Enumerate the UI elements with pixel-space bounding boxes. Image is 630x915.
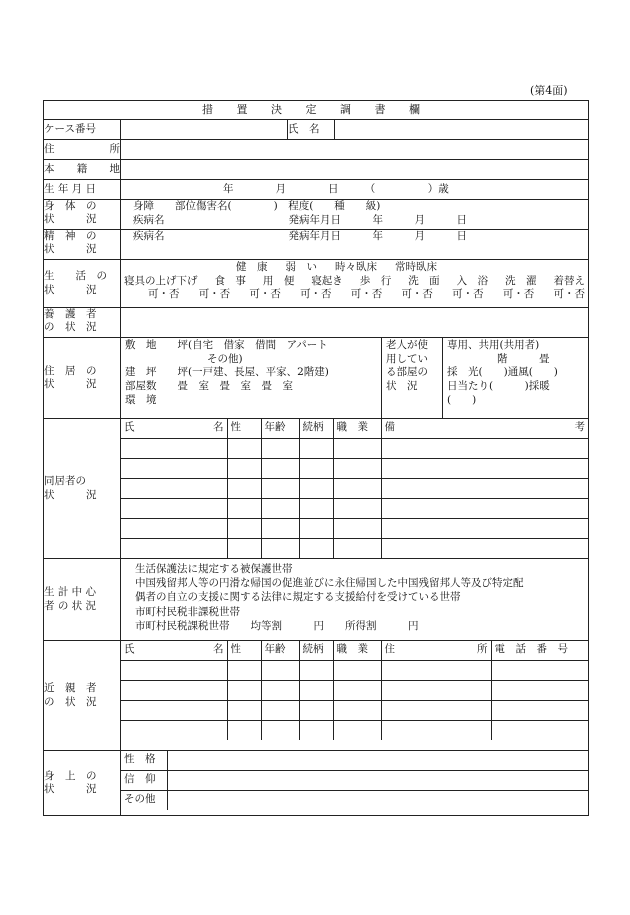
living-field[interactable]: 健 康 弱 い 時々臥床 常時臥床 寝具の上げ下げ 食 事 用 便 寝起き 歩 行 洗 面 入 浴 洗 濯 着替え 可・否 可・否 可・否 可・否 可・否 可・否 可・否 可・否 可・否 [121,260,589,308]
personal-table [121,751,588,810]
mental-label: 精 神 の 状 況 [44,230,121,260]
name-field[interactable] [335,120,589,140]
mental-field[interactable]: 疾病名 発病年月日 年 月 日 [121,230,589,260]
cohabitant-table-cell [121,419,589,559]
cohabitant-table [121,419,588,558]
registry-label: 本 籍 地 [44,160,121,180]
personal-row-other: その他 [121,791,588,811]
relatives-table-cell [121,641,589,751]
table-row [121,439,588,459]
table-row [121,479,588,499]
cohabitant-label: 同居者の 状 況 [44,419,121,559]
personal-label: 身 上 の 状 況 [44,751,121,816]
birthdate-field[interactable]: 年 月 日 （ ）歳 [121,180,589,200]
living-label: 生 活 の 状 況 [44,260,121,308]
table-row [121,499,588,519]
physical-field[interactable]: 身障 部位傷害名( ) 程度( 種 級) 疾病名 発病年月日 年 月 日 [121,200,589,230]
livelihood-field[interactable]: 生活保護法に規定する被保護世帯 中国残留邦人等の円滑な帰国の促進並びに永住帰国した中国残留邦人等及び特定配 偶者の自立の支援に関する法律に規定する支援給付を受けている世帯 市町村民税非課税世帯 市町村民税課税世帯 均等割 円 所得割 円 [121,559,589,641]
case-number-field[interactable] [121,120,288,140]
guardian-label: 養 護 者 の 状 況 [44,308,121,338]
personal-table-cell [121,751,589,816]
physical-label: 身 体 の 状 況 [44,200,121,230]
relatives-table [121,641,588,740]
name-label: 氏 名 [288,120,335,140]
cohabitant-header-row: 氏 名 性 年齢 続柄 職 業 備 考 [121,419,588,439]
guardian-field[interactable] [121,308,589,338]
address-field[interactable] [121,140,589,160]
table-row [121,701,588,721]
livelihood-label: 生 計 中 心 者 の 状 況 [44,559,121,641]
case-number-label: ケース番号 [44,120,121,140]
relatives-label: 近 親 者 の 状 況 [44,641,121,751]
table-row [121,539,588,559]
table-row [121,681,588,701]
housing-field[interactable]: 敷 地 坪(自宅 借家 借間 アパート その他) 建 坪 坪(一戸建、長屋、平家、2階建) 部屋数 畳 室 畳 室 畳 室 環 境 老人が使用している部屋の状 況 専用、共用(共用者) 階 畳 採 光( )通風( ) 日当たり( )採暖 ( ) [121,338,589,419]
personal-row-religion: 信 仰 [121,771,588,791]
table-row [121,459,588,479]
table-row [121,661,588,681]
measure-decision-form [43,100,589,816]
personal-row-personality: 性 格 [121,751,588,771]
table-row [121,519,588,539]
housing-label: 住 居 の 状 況 [44,338,121,419]
table-row [121,721,588,741]
registry-field[interactable] [121,160,589,180]
form-title: 措 置 決 定 調 書 欄 [44,101,589,120]
birthdate-label: 生 年 月 日 [44,180,121,200]
address-label: 住 所 [44,140,121,160]
relatives-header-row: 氏 名 性 年齢 続柄 職 業 住 所 電 話 番 号 [121,641,588,661]
page-number: (第4面) [530,84,568,97]
